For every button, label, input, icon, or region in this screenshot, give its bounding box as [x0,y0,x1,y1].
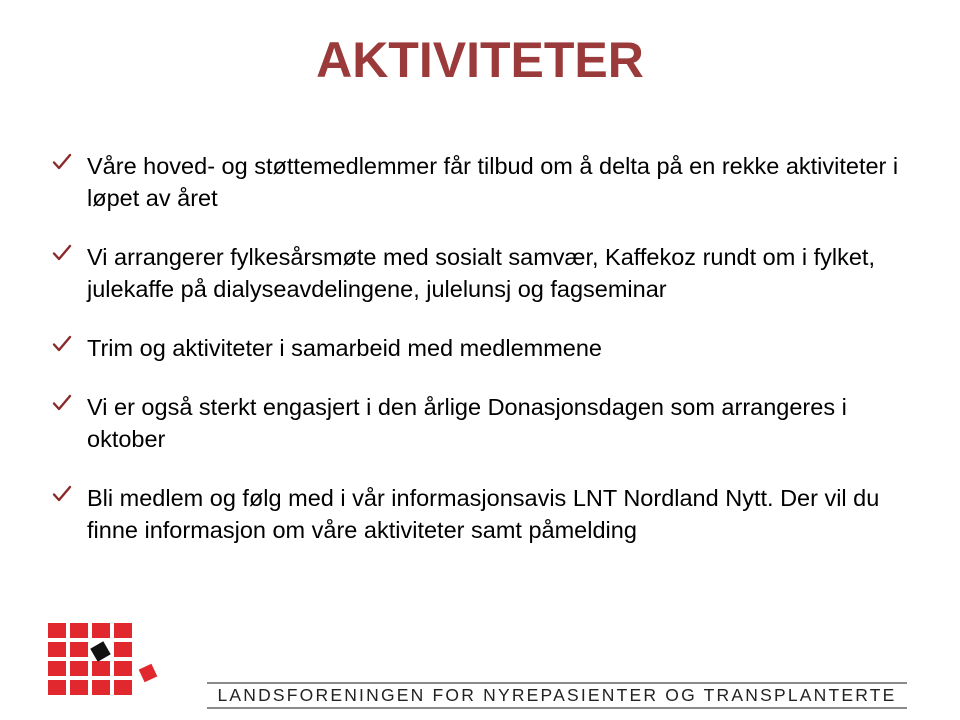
footer-rule-bottom [207,707,907,709]
footer-organization-name: LANDSFORENINGEN FOR NYREPASIENTER OG TRANSPLANTERTE [217,685,897,705]
bullet-item [50,391,920,455]
bullet-text: Trim og aktiviteter i samarbeid med medlemmene [87,335,603,361]
lnt-grid-logo-icon [44,620,169,710]
check-icon [52,243,74,265]
check-icon [52,334,74,356]
bullet-text: Bli medlem og følg med i vår informasjonsavis LNT Nordland Nytt. Der vil du finne informasjon om våre aktiviteter samt påmelding [87,485,880,543]
bullet-text: Vi er også sterkt engasjert i den årlige Donasjonsdagen som arrangeres i oktober [87,394,847,452]
bullet-item [50,482,920,546]
slide-title: AKTIVITETER [316,32,644,88]
bullet-item [50,241,920,305]
bullet-item [50,150,920,214]
bullet-text: Våre hoved- og støttemedlemmer får tilbud om å delta på en rekke aktiviteter i løpet av året [87,153,899,211]
check-icon [52,152,74,174]
check-icon [52,484,74,506]
bullet-item [50,332,920,364]
check-icon [52,393,74,415]
bullet-list [50,150,920,573]
bullet-text: Vi arrangerer fylkesårsmøte med sosialt samvær, Kaffekoz rundt om i fylket, julekaffe på dialyseavdelingene, julelunsj og fagseminar [87,244,875,302]
